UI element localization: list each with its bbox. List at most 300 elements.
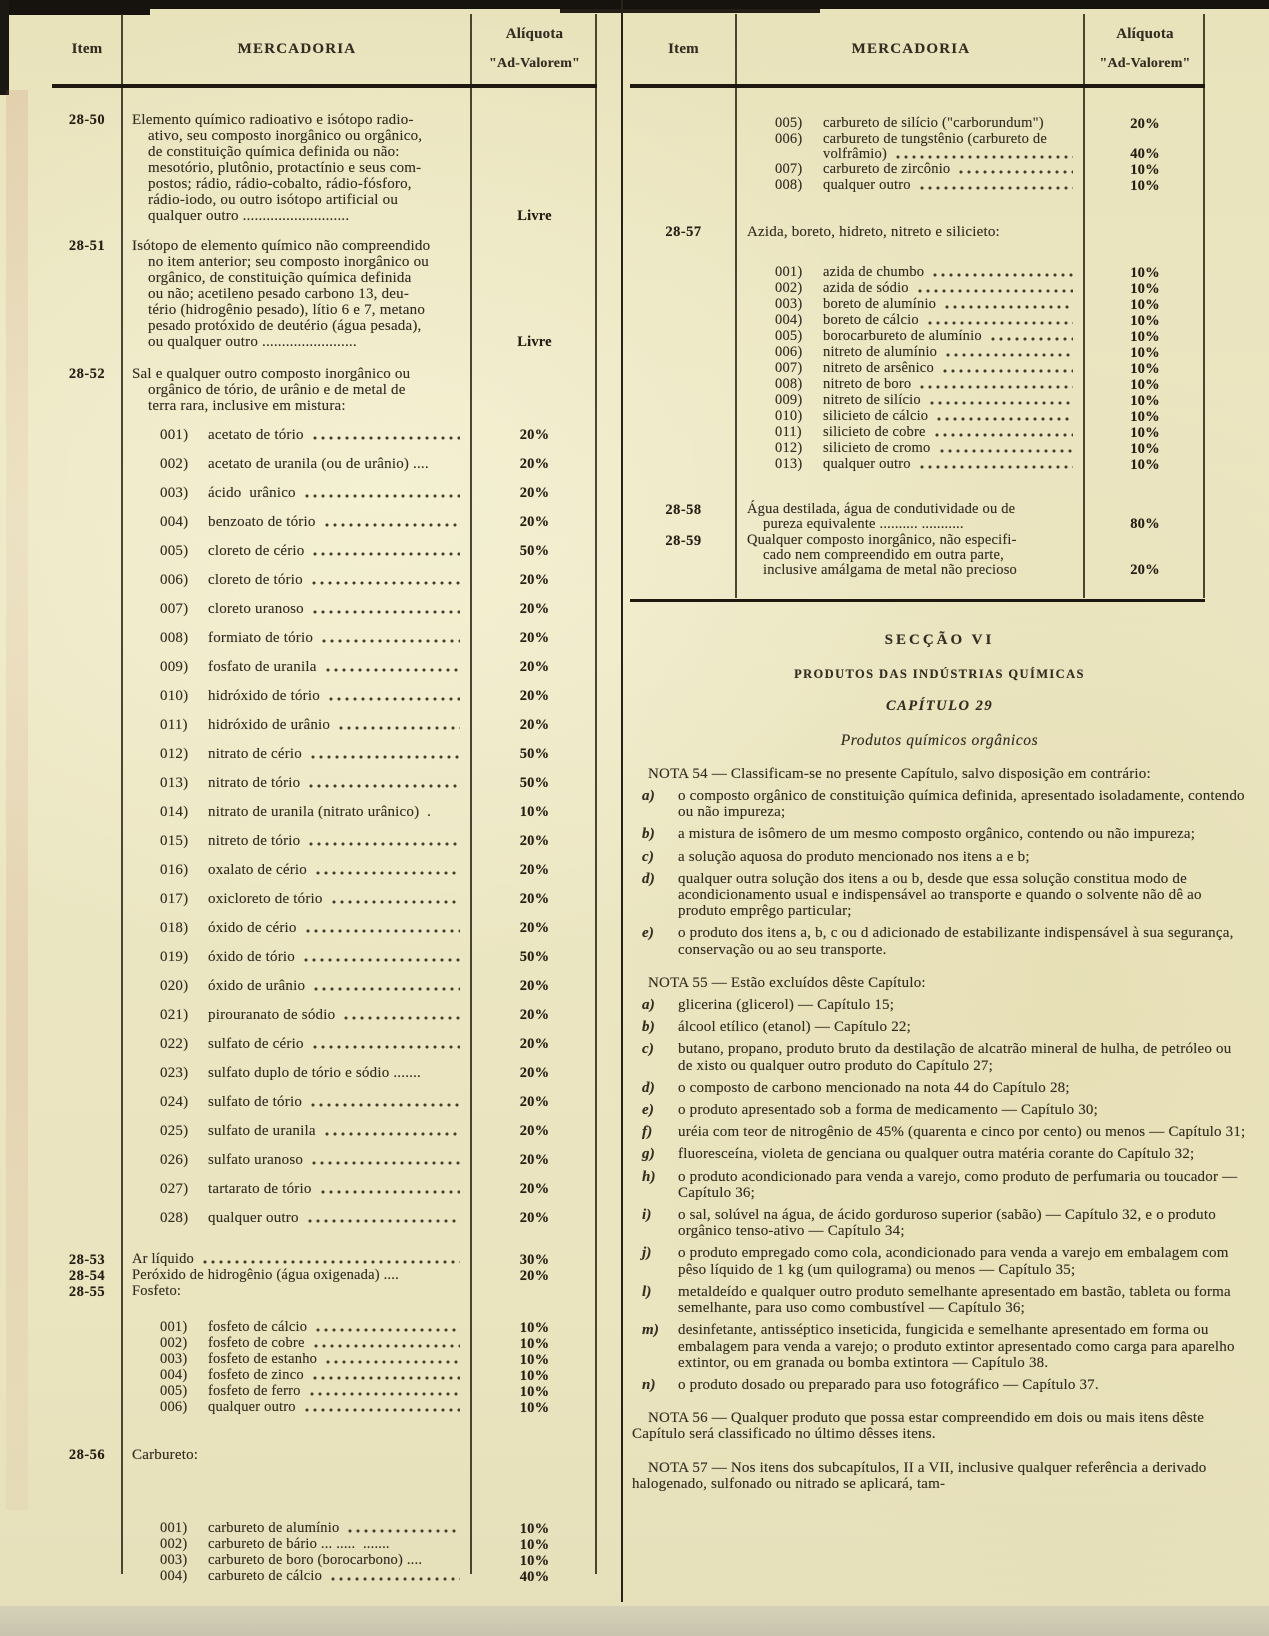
merchandise-text [122, 1036, 472, 1052]
tariff-subitem-row [630, 393, 1205, 409]
merchandise-line [160, 1537, 466, 1552]
merchandise-line [747, 224, 1079, 240]
merchandise-line-text: Sal e qualquer outro composto inorgânico ou [132, 366, 411, 382]
subitem-number: 002) [160, 456, 189, 472]
merchandise-line-text: tério (hidrogênio pesado), lítio 6 e 7, metano [148, 302, 426, 318]
subitem-number: 007) [775, 360, 803, 376]
tariff-subitem-row [630, 313, 1205, 329]
subitem-number: 017) [160, 891, 189, 907]
dot-leader [305, 928, 460, 934]
subitem-number: 003) [775, 296, 803, 312]
merchandise-text [737, 132, 1085, 162]
merchandise-line [132, 254, 466, 270]
merchandise-line [160, 1336, 466, 1351]
tariff-subitem-row [630, 441, 1205, 457]
note-item-marker: m) [642, 1322, 660, 1339]
merchandise-line-text: carbureto de cálcio [208, 1568, 323, 1584]
merchandise-line [132, 366, 466, 382]
ad-valorem-rate: 80% [1130, 516, 1160, 532]
merchandise-text [122, 1320, 472, 1336]
item-code [630, 377, 737, 393]
merchandise-line [160, 543, 466, 559]
note-item-text: glicerina (glicerol) — Capítulo 15; [678, 997, 895, 1014]
subitem-number: 005) [160, 1383, 188, 1399]
merchandise-line [775, 393, 1079, 408]
merchandise-line [132, 144, 466, 160]
merchandise-text [122, 630, 472, 646]
ad-valorem-rate: 10% [519, 1521, 550, 1537]
dot-leader [304, 493, 460, 499]
item-code [52, 1537, 122, 1553]
merchandise-line [775, 361, 1079, 376]
merchandise-line [747, 502, 1079, 517]
item-code: 28-53 [68, 1252, 106, 1268]
tariff-subitem-row [52, 891, 597, 907]
merchandise-text [737, 265, 1085, 281]
merchandise-line-text: silicieto de cobre [823, 424, 926, 440]
item-code [52, 1152, 122, 1168]
ad-valorem-rate: 10% [1130, 297, 1160, 313]
merchandise-line-text: oxalato de cério [208, 862, 307, 878]
tariff-subitem-row [630, 162, 1205, 178]
item-code: 28-58 [665, 502, 702, 518]
merchandise-line [160, 688, 466, 704]
merchandise-line-text: Carbureto: [132, 1447, 199, 1463]
note-intro: NOTA 57 — Nos itens dos subcapítulos, II a VII, inclusive qualquer referência a derivado halogenado, sulfonado ou nitrado se aplicará, tam- [632, 1459, 1207, 1492]
merchandise-line-text: óxido de urânio [208, 978, 306, 994]
merchandise-line-text: ou qualquer outro ........................ [148, 334, 357, 350]
dot-leader [331, 899, 460, 905]
note-item [632, 1080, 1247, 1096]
subitem-number: 006) [775, 344, 803, 360]
merchandise-line [132, 160, 466, 176]
merchandise-line [132, 208, 466, 224]
merchandise-line-text: Azida, boreto, hidreto, nitreto e silicieto: [747, 224, 1000, 240]
dot-leader [312, 609, 460, 615]
merchandise-line [132, 1268, 466, 1283]
dot-leader [312, 435, 460, 441]
ad-valorem-rate: 50% [519, 775, 550, 791]
ad-valorem-rate: 10% [519, 1384, 550, 1400]
dot-leader [320, 1189, 460, 1195]
merchandise-line [775, 409, 1079, 424]
right-table-body [630, 90, 1205, 578]
subitem-number: 012) [160, 746, 189, 762]
ad-valorem-rate: Livre [517, 208, 552, 224]
ad-valorem-rate: Livre [517, 334, 552, 350]
ad-valorem-rate: 20% [519, 456, 550, 472]
tariff-subitem-row [52, 1036, 597, 1052]
right-header-item: Item [668, 40, 699, 57]
ad-valorem-rate: 10% [519, 1553, 550, 1569]
subitem-number: 019) [160, 949, 189, 965]
scan-ink-bleed [6, 90, 28, 1510]
merchandise-line [160, 485, 466, 501]
merchandise-text [122, 1007, 472, 1023]
merchandise-text [737, 409, 1085, 425]
item-code [52, 746, 122, 762]
merchandise-line [160, 572, 466, 588]
ad-valorem-rate: 20% [519, 1123, 550, 1139]
dot-leader [315, 1327, 460, 1333]
left-header-mercadoria: MERCADORIA [237, 40, 357, 57]
ad-valorem-rate: 50% [519, 543, 550, 559]
subitem-number: 003) [160, 1552, 188, 1568]
tariff-subitem-row [52, 1007, 597, 1023]
merchandise-line-text: óxido de cério [208, 920, 297, 936]
merchandise-line-text: postos; rádio, rádio-cobalto, rádio-fósforo, [148, 176, 412, 192]
subitem-number: 018) [160, 920, 189, 936]
ad-valorem-rate: 20% [519, 1181, 550, 1197]
merchandise-line-text: tartarato de tório [208, 1181, 312, 1197]
note-item-text: uréia com teor de nitrogênio de 45% (quarenta e cinco por cento) ou menos — Capítulo 31; [678, 1124, 1246, 1141]
merchandise-text [122, 1569, 472, 1585]
merchandise-text [122, 456, 472, 472]
merchandise-line-text: sulfato duplo de tório e sódio ....... [208, 1065, 421, 1081]
note-item-marker: g) [642, 1146, 655, 1163]
merchandise-text [122, 1384, 472, 1400]
merchandise-line-text: carbureto de silício ("carborundum") [823, 115, 1044, 131]
merchandise-line [160, 1400, 466, 1415]
ad-valorem-rate: 10% [519, 1368, 550, 1384]
merchandise-text [122, 833, 472, 849]
item-code [630, 281, 737, 297]
merchandise-line [160, 833, 466, 849]
merchandise-line [160, 978, 466, 994]
merchandise-text [122, 920, 472, 936]
merchandise-line-text: qualquer outro [208, 1399, 296, 1415]
tariff-subitem-row [52, 1400, 597, 1416]
merchandise-line-text: hidróxido de urânio [208, 717, 331, 733]
item-code [52, 1065, 122, 1081]
note-item [632, 1207, 1247, 1239]
merchandise-line [775, 313, 1079, 328]
item-code [52, 1094, 122, 1110]
note-item-marker: d) [642, 870, 655, 887]
item-code [630, 409, 737, 425]
tariff-subitem-row [630, 457, 1205, 473]
subitem-number: 008) [160, 630, 189, 646]
merchandise-text [737, 281, 1085, 297]
item-code [52, 775, 122, 791]
subitem-number: 014) [160, 804, 189, 820]
item-code [52, 688, 122, 704]
merchandise-line [160, 920, 466, 936]
item-code [630, 313, 737, 329]
ad-valorem-rate: 50% [519, 949, 550, 965]
merchandise-line-text: sulfato uranoso [208, 1152, 304, 1168]
merchandise-line [160, 717, 466, 733]
subitem-number: 001) [160, 427, 189, 443]
dot-leader [312, 1044, 460, 1050]
subitem-number: 005) [775, 328, 803, 344]
merchandise-line-text: qualquer outro ........................... [148, 208, 350, 224]
merchandise-line [160, 1036, 466, 1052]
item-code: 28-56 [68, 1447, 106, 1463]
merchandise-text [122, 1447, 472, 1463]
item-code [630, 441, 737, 457]
note-item-text: o produto dosado ou preparado para uso fotográfico — Capítulo 37. [678, 1376, 1099, 1393]
dot-leader [312, 551, 460, 557]
merchandise-line-text: carbureto de tungstênio (carbureto de [823, 131, 1048, 147]
dot-leader [343, 1015, 460, 1021]
ad-valorem-rate: 20% [519, 862, 550, 878]
subitem-number: 001) [160, 1520, 188, 1536]
tariff-subitem-row [52, 1521, 597, 1537]
item-code [52, 1400, 122, 1416]
subitem-number: 004) [775, 312, 803, 328]
merchandise-text [122, 1521, 472, 1537]
dot-leader [945, 352, 1073, 358]
note-item [632, 1019, 1247, 1035]
merchandise-text [737, 361, 1085, 377]
merchandise-line-text: carbureto de alumínio [208, 1520, 340, 1536]
ad-valorem-rate: 10% [519, 1320, 550, 1336]
ad-valorem-rate: 10% [519, 1400, 550, 1416]
merchandise-text [122, 1094, 472, 1110]
merchandise-line-text: sulfato de tório [208, 1094, 303, 1110]
ad-valorem-rate: 10% [1130, 361, 1160, 377]
item-code [630, 265, 737, 281]
merchandise-line-text: silicieto de cromo [823, 440, 931, 456]
dot-leader [939, 448, 1074, 454]
tariff-item-row [52, 1252, 597, 1268]
subitem-number: 006) [160, 1399, 188, 1415]
dot-leader [328, 696, 460, 702]
merchandise-line-text: nitreto de tório [208, 833, 301, 849]
subitem-number: 023) [160, 1065, 189, 1081]
right-table-bottom-rule [630, 599, 1205, 602]
subitem-number: 020) [160, 978, 189, 994]
merchandise-line [775, 441, 1079, 456]
note-item [632, 849, 1247, 865]
merchandise-line [132, 302, 466, 318]
merchandise-line-text: sulfato de uranila [208, 1123, 316, 1139]
merchandise-text [737, 502, 1085, 532]
note-item [632, 1041, 1247, 1073]
tariff-subitem-row [52, 456, 597, 472]
item-code [52, 949, 122, 965]
merchandise-line [132, 1447, 466, 1463]
ad-valorem-rate: 10% [1130, 162, 1160, 178]
tariff-subitem-row [630, 178, 1205, 194]
item-code: 28-52 [68, 366, 106, 382]
dot-leader [324, 522, 460, 528]
subitem-number: 010) [160, 688, 189, 704]
merchandise-line [160, 1065, 466, 1081]
ad-valorem-rate: 20% [519, 485, 550, 501]
merchandise-line-text: Isótopo de elemento químico não compreendido [132, 238, 431, 254]
merchandise-line-text: silicieto de cálcio [823, 408, 929, 424]
item-code: 28-54 [68, 1268, 106, 1284]
note-item [632, 925, 1247, 957]
item-code [52, 659, 122, 675]
item-code [52, 630, 122, 646]
dot-leader [202, 1259, 460, 1265]
merchandise-text [737, 178, 1085, 194]
ad-valorem-rate: 20% [519, 1036, 550, 1052]
dot-leader [303, 957, 460, 963]
right-table-header [630, 14, 1205, 84]
note-item [632, 1124, 1247, 1140]
dot-leader [919, 384, 1073, 390]
merchandise-line [775, 281, 1079, 296]
merchandise-text [122, 1123, 472, 1139]
ad-valorem-rate: 20% [519, 514, 550, 530]
merchandise-line [160, 1553, 466, 1568]
note-item [632, 871, 1247, 920]
dot-leader [942, 368, 1073, 374]
ad-valorem-rate: 20% [519, 688, 550, 704]
item-code: 28-50 [68, 112, 106, 128]
tariff-subitem-row [52, 1152, 597, 1168]
tariff-subitem-row [52, 1352, 597, 1368]
merchandise-line-text: benzoato de tório [208, 514, 316, 530]
tariff-subitem-row [52, 1368, 597, 1384]
merchandise-line [775, 265, 1079, 280]
ad-valorem-rate: 10% [519, 1352, 550, 1368]
merchandise-line-text: pirouranato de sódio [208, 1007, 336, 1023]
item-code [630, 457, 737, 473]
merchandise-line-text: cado nem compreendido em outra parte, [763, 547, 1004, 563]
subitem-number: 004) [160, 514, 189, 530]
merchandise-line-text: volfrâmio) [823, 146, 888, 162]
ad-valorem-rate: 10% [1130, 441, 1160, 457]
tariff-item-row [630, 533, 1205, 578]
note-item-text: fluoresceína, violeta de genciana ou qualquer outra matéria corante do Capítulo 32; [678, 1146, 1195, 1163]
merchandise-text [122, 1152, 472, 1168]
tariff-subitem-row [52, 920, 597, 936]
chapter-subtitle: Produtos químicos orgânicos [840, 731, 1039, 749]
dot-leader [958, 169, 1073, 175]
merchandise-text [122, 688, 472, 704]
merchandise-line [160, 804, 466, 820]
merchandise-line [160, 1123, 466, 1139]
subitem-number: 008) [775, 376, 803, 392]
ad-valorem-rate [472, 1447, 597, 1463]
left-header-aliquota [472, 14, 597, 84]
subitem-number: 026) [160, 1152, 189, 1168]
section-subtitle: PRODUTOS DAS INDÚSTRIAS QUÍMICAS [794, 667, 1085, 682]
merchandise-line-text: qualquer outro [823, 456, 911, 472]
item-code [52, 427, 122, 443]
subitem-number: 003) [160, 1351, 188, 1367]
merchandise-line [775, 425, 1079, 440]
ad-valorem-rate: 10% [1130, 329, 1160, 345]
merchandise-text [122, 1336, 472, 1352]
right-table-header-rule [630, 84, 1205, 88]
merchandise-line [775, 147, 1079, 162]
note-item-marker: l) [642, 1283, 652, 1300]
merchandise-line-text: nitrato de cério [208, 746, 302, 762]
subitem-number: 024) [160, 1094, 189, 1110]
tariff-subitem-row [52, 949, 597, 965]
tariff-subitem-row [52, 746, 597, 762]
note-intro: NOTA 55 — Estão excluídos dêste Capítulo: [648, 974, 926, 991]
tariff-subitem-row [630, 297, 1205, 313]
dot-leader [927, 320, 1073, 326]
dot-leader [310, 754, 460, 760]
merchandise-line-text: carbureto de boro (borocarbono) .... [208, 1552, 423, 1568]
subitem-number: 013) [775, 456, 803, 472]
note-item [632, 1146, 1247, 1162]
item-code [52, 485, 122, 501]
ad-valorem-rate: 10% [1130, 313, 1160, 329]
merchandise-line-text: qualquer outro [208, 1210, 299, 1226]
item-code [52, 1181, 122, 1197]
merchandise-line-text: Peróxido de hidrogênio (água oxigenada) .... [132, 1267, 399, 1283]
merchandise-line-text: pesado protóxido de deutério (água pesada), [148, 318, 422, 334]
merchandise-line-text: nitrato de uranila (nitrato urânico) . [208, 804, 432, 820]
left-table-header [52, 14, 597, 84]
dot-leader [325, 1359, 460, 1365]
merchandise-line [132, 318, 466, 334]
ad-valorem-rate: 10% [1130, 393, 1160, 409]
merchandise-line-text: Ar líquido [132, 1251, 195, 1267]
tariff-subitem-row [630, 409, 1205, 425]
merchandise-text [122, 1210, 472, 1226]
merchandise-line [775, 162, 1079, 177]
subitem-number: 013) [160, 775, 189, 791]
dot-leader [990, 336, 1073, 342]
note-item-marker: j) [642, 1245, 652, 1262]
note-item-marker: b) [642, 1019, 655, 1036]
merchandise-text [122, 775, 472, 791]
merchandise-text [122, 601, 472, 617]
merchandise-line [160, 427, 466, 443]
tariff-item-row [52, 366, 597, 414]
merchandise-line [132, 192, 466, 208]
dot-leader [944, 304, 1073, 310]
merchandise-line-text: Qualquer composto inorgânico, não especifi- [747, 532, 1017, 548]
merchandise-line [160, 514, 466, 530]
item-code [52, 833, 122, 849]
item-code [52, 1352, 122, 1368]
note-item-text: a solução aquosa do produto mencionado nos itens a e b; [678, 848, 1030, 865]
ad-valorem-rate: 40% [1130, 146, 1160, 162]
note-item-text: o produto apresentado sob a forma de medicamento — Capítulo 30; [678, 1102, 1098, 1119]
merchandise-line-text: fosfato de uranila [208, 659, 317, 675]
merchandise-line [775, 116, 1079, 131]
right-header-aliquota-line2: "Ad-Valorem" [1099, 55, 1191, 71]
merchandise-line [160, 659, 466, 675]
note-item-marker: f) [642, 1124, 653, 1141]
tariff-subitem-row [52, 427, 597, 443]
merchandise-text [737, 224, 1085, 240]
dot-leader [311, 580, 460, 586]
ad-valorem-rate: 10% [519, 1336, 550, 1352]
subitem-number: 022) [160, 1036, 189, 1052]
dot-leader [308, 841, 460, 847]
item-code [630, 425, 737, 441]
subitem-number: 001) [775, 264, 803, 280]
merchandise-text [122, 746, 472, 762]
subitem-number: 003) [160, 485, 189, 501]
tariff-subitem-row [630, 377, 1205, 393]
tariff-subitem-row [630, 281, 1205, 297]
ad-valorem-rate: 10% [1130, 425, 1160, 441]
ad-valorem-rate: 20% [1130, 562, 1160, 578]
dot-leader [324, 1131, 460, 1137]
ad-valorem-rate: 20% [519, 1210, 550, 1226]
tariff-subitem-row [52, 833, 597, 849]
page-column-divider-line [621, 0, 623, 1602]
merchandise-line-text: óxido de tório [208, 949, 295, 965]
merchandise-line-text: boreto de alumínio [823, 296, 937, 312]
note-item-marker: e) [642, 925, 655, 942]
tariff-subitem-row [630, 116, 1205, 132]
merchandise-line-text: cloreto uranoso [208, 601, 304, 617]
